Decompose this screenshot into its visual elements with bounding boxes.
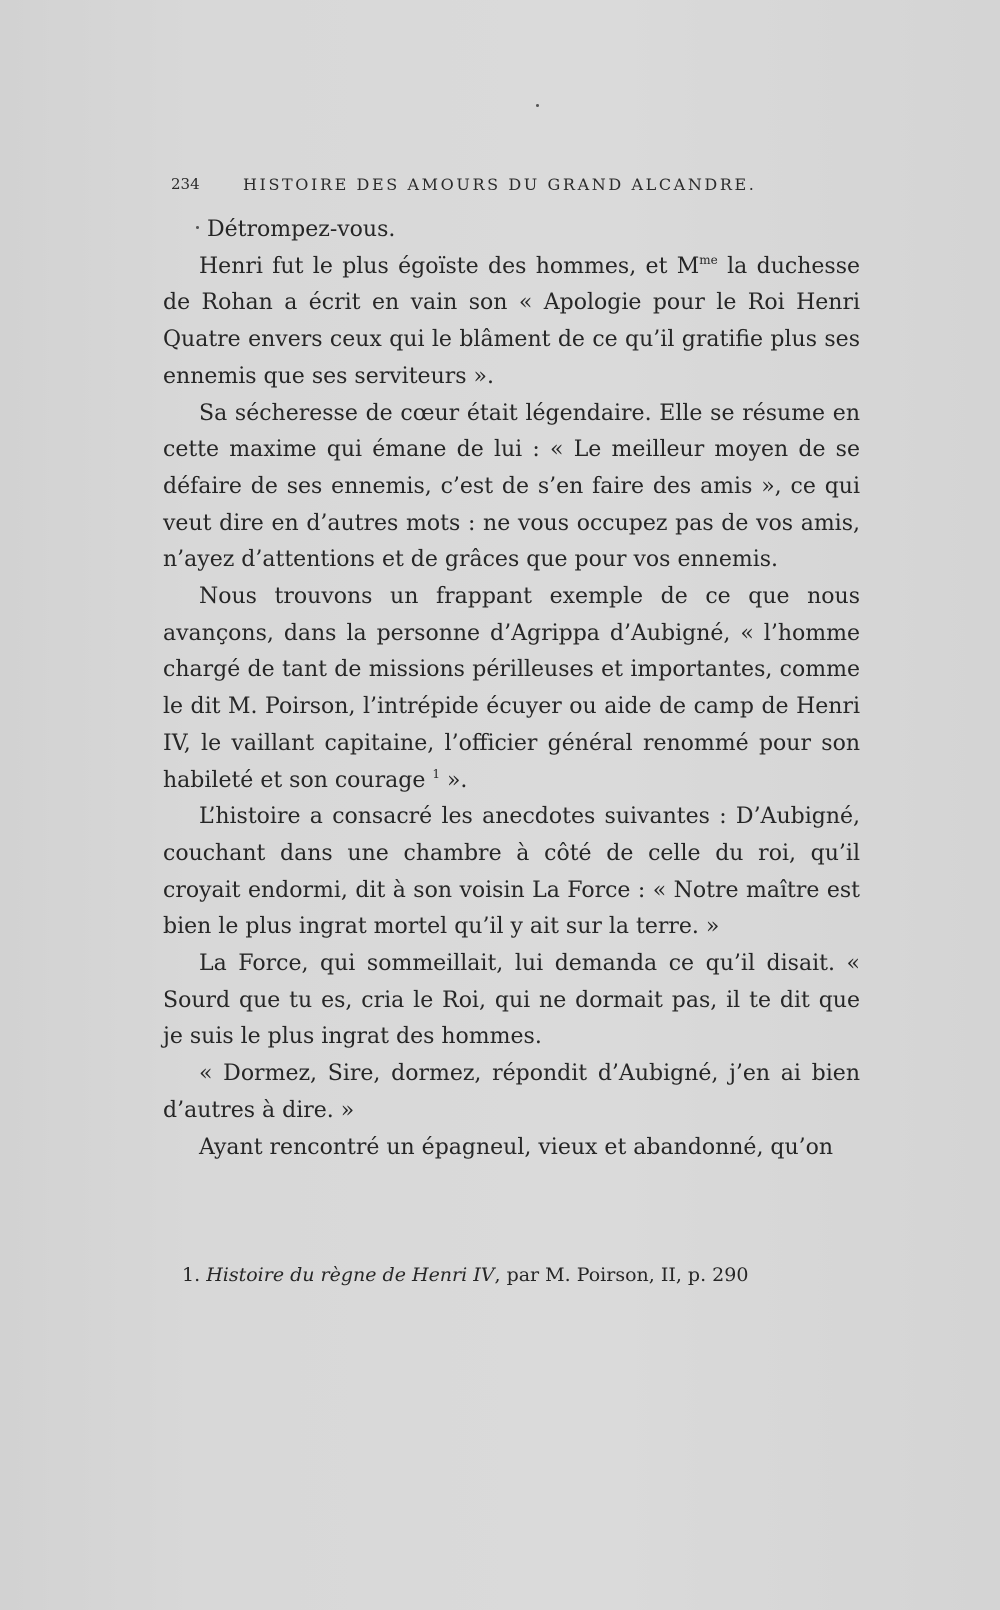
footnote-citation: , par M. Poirson, II, p. 290	[494, 1264, 749, 1286]
paragraph-4	[163, 579, 860, 799]
footnote-book-title: Histoire du règne de Henri IV	[206, 1264, 495, 1286]
page-number: 234	[171, 175, 200, 193]
print-speck	[536, 104, 539, 107]
running-title: HISTOIRE DES AMOURS DU GRAND ALCANDRE.	[243, 175, 757, 194]
paragraph-2-end: la duchesse de Rohan a écrit en vain son « Apologie pour le Roi Henri Quatre envers ceux qui le blâment de ce qu’il gratifie plus ses ennemis que ses serviteurs ».	[163, 253, 860, 389]
paragraph-8: Ayant rencontré un épagneul, vieux et abandonné, qu’on	[199, 1134, 834, 1160]
paragraph-7: « Dormez, Sire, dormez, répondit d’Aubigné, j’en ai bien d’autres à dire. »	[163, 1061, 860, 1123]
paragraph-2-start: Henri fut le plus égoïste des hommes, et M	[199, 253, 700, 279]
paragraph-4-end: ».	[439, 767, 468, 793]
running-head	[171, 175, 796, 199]
footnote	[182, 1262, 822, 1288]
print-speck	[196, 226, 199, 229]
paragraph-1: Détrompez-vous.	[207, 217, 396, 242]
paragraph-2	[163, 249, 860, 396]
paragraph-5: L’histoire a consacré les anecdotes suivantes : D’Aubigné, couchant dans une chambre à côté de celle du roi, qu’il croyait endormi, dit à son voisin La Force : « Notre maître est bien le plus ingrat mortel qu’il y ait sur la terre. »	[163, 804, 860, 940]
body-text	[163, 212, 860, 1166]
paragraph-3: Sa sécheresse de cœur était légendaire. Elle se résume en cette maxime qui émane de lui : « Le meilleur moyen de se défaire de ses ennemis, c’est de s’en faire des amis », ce qui veut dire en d’autres mots : ne vous occupez pas de vos amis, n’ayez d’attentions et de grâces que pour vos ennemis.	[163, 400, 860, 573]
footnote-reference: 1	[432, 766, 440, 781]
superscript-me: me	[699, 252, 718, 267]
paragraph-4-start: Nous trouvons un frappant exemple de ce que nous avançons, dans la personne d’Agrippa d’Aubigné, « l’homme chargé de tant de missions périlleuses et importantes, comme le dit M. Poirson, l’intrépide écuyer ou aide de camp de Henri IV, le vaillant capitaine, l’officier général renommé pour son habileté et son courage	[163, 584, 860, 793]
paragraph-6: La Force, qui sommeillait, lui demanda ce qu’il disait. « Sourd que tu es, cria le Roi, qui ne dormait pas, il te dit que je suis le plus ingrat des hommes.	[163, 951, 860, 1050]
footnote-number: 1.	[182, 1264, 201, 1286]
